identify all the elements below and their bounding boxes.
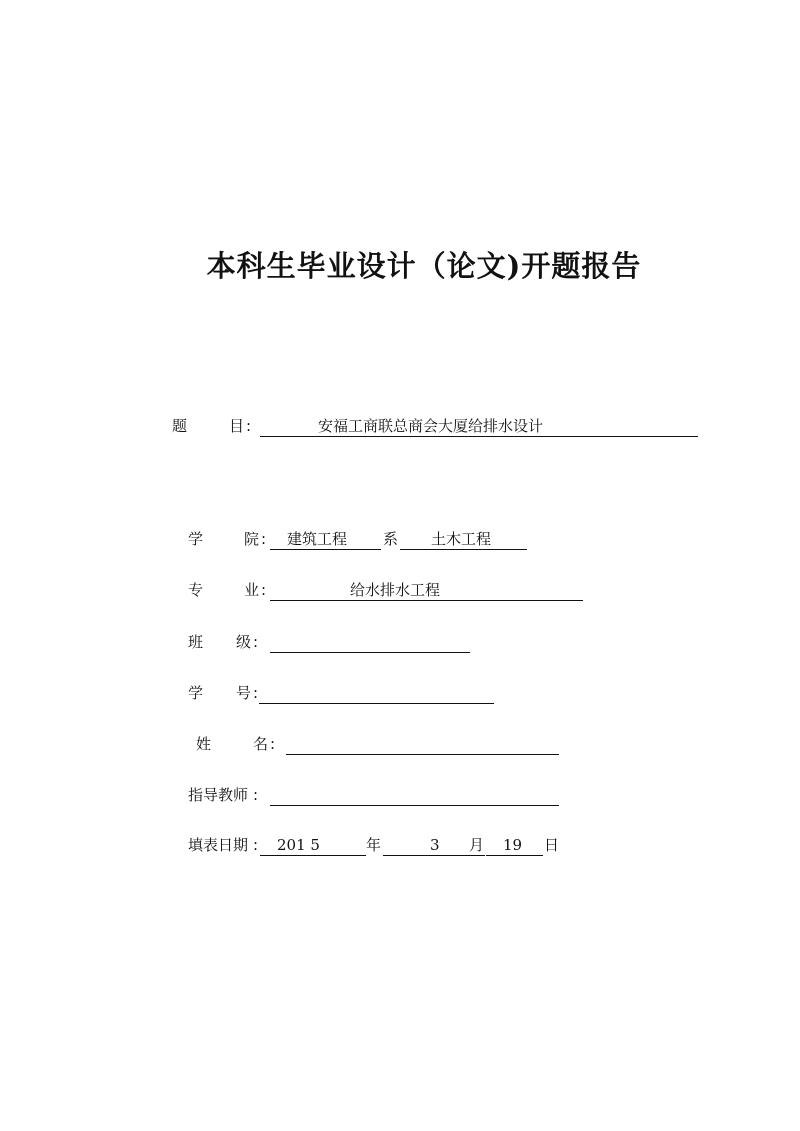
date-year-value: 201 5 (277, 836, 320, 854)
class-colon: : (253, 633, 259, 651)
date-year-unit: 年 (366, 836, 382, 854)
topic-label-char-2: 目 (229, 417, 245, 435)
class-row (0, 632, 800, 654)
name-colon: : (270, 735, 276, 753)
date-day-unit: 日 (544, 836, 560, 854)
advisor-colon: : (253, 786, 259, 804)
student-id-colon: : (253, 684, 259, 702)
name-row (0, 734, 800, 756)
advisor-label: 指导教师 (188, 786, 249, 804)
major-value: 给水排水工程 (350, 581, 441, 599)
department-value: 土木工程 (431, 530, 492, 548)
college-value: 建筑工程 (287, 530, 348, 548)
date-row (0, 835, 800, 857)
college-colon: : (261, 530, 267, 548)
student-id-row (0, 683, 800, 705)
class-label-char-1: 班 (188, 633, 204, 651)
department-label: 系 (383, 530, 399, 548)
topic-row (0, 416, 800, 438)
college-label-char-2: 院 (244, 530, 260, 548)
student-id-label-char-1: 学 (188, 684, 204, 702)
date-month-unit: 月 (469, 836, 485, 854)
date-month-value: 3 (430, 836, 440, 854)
major-label-char-2: 业 (244, 581, 260, 599)
class-label-char-2: 级 (236, 633, 252, 651)
advisor-field[interactable] (270, 785, 559, 806)
topic-colon: : (246, 417, 252, 435)
student-id-label-char-2: 号 (236, 684, 252, 702)
college-label-char-1: 学 (188, 530, 204, 548)
class-field[interactable] (270, 632, 470, 653)
college-row (0, 529, 800, 551)
name-label-char-2: 名 (253, 735, 269, 753)
major-colon: : (261, 581, 267, 599)
topic-label-char-1: 题 (172, 417, 188, 435)
report-title: 本科生毕业设计（论文)开题报告 (206, 249, 642, 283)
advisor-row (0, 785, 800, 807)
student-id-field[interactable] (259, 683, 494, 704)
name-label-char-1: 姓 (196, 735, 212, 753)
topic-value: 安福工商联总商会大厦给排水设计 (318, 417, 544, 435)
name-field[interactable] (286, 734, 559, 755)
major-label-char-1: 专 (188, 581, 204, 599)
date-label: 填表日期 (188, 836, 249, 854)
date-colon: : (253, 836, 259, 854)
major-row (0, 580, 800, 602)
date-day-value: 19 (503, 836, 523, 854)
